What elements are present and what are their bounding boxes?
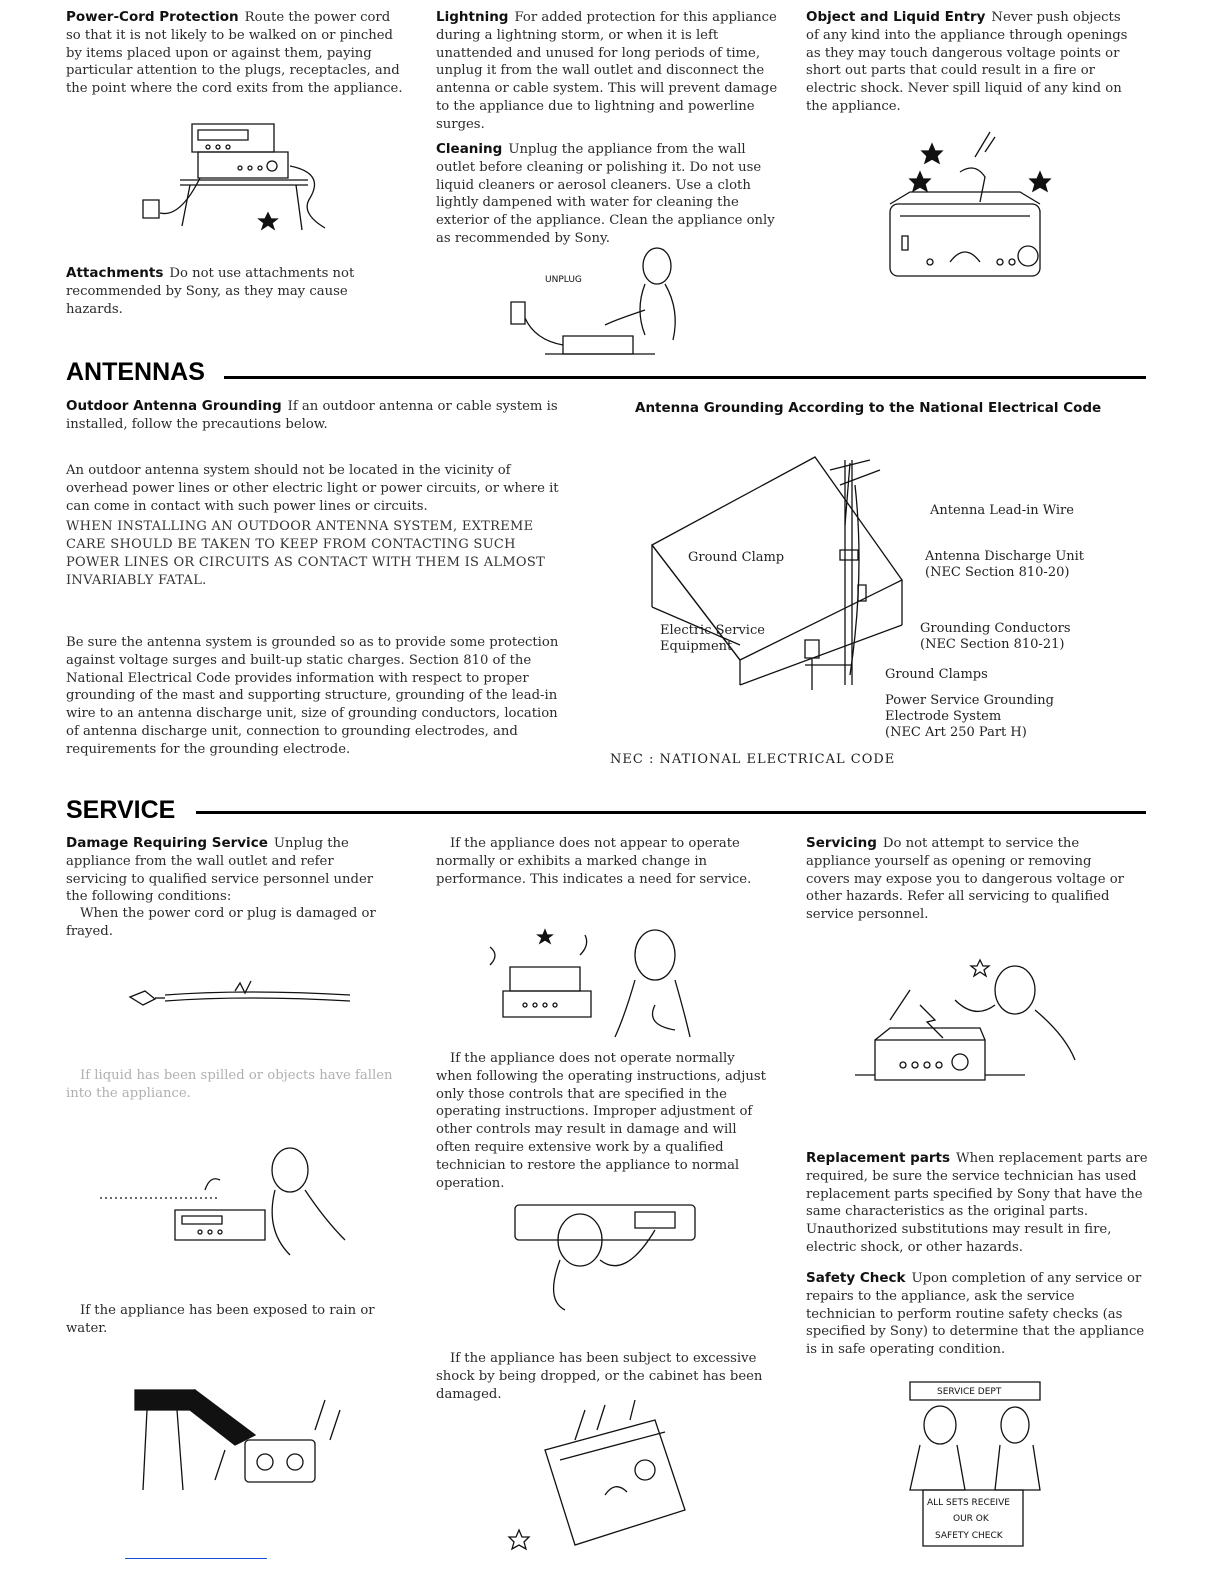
- safety-check-term: Safety Check: [806, 1270, 906, 1286]
- damage-paragraph: [66, 835, 386, 906]
- service-dept-illustration: [905, 1380, 1045, 1550]
- service-heading: SERVICE: [66, 796, 176, 824]
- lightning-text: For added protection for this appliance during a lightning storm, or when it is left unattended and unused for long periods of time, unplug it from the wall outlet and disconnect the antenna or cable system. This will prevent damage to the appliance due to lightning and powerline surges.: [436, 10, 778, 132]
- condition-cord: When the power cord or plug is damaged or frayed.: [66, 906, 376, 939]
- label-lead-in-wire: Antenna Lead-in Wire: [930, 503, 1074, 518]
- lightning-paragraph: [436, 9, 780, 134]
- cleaning-term: Cleaning: [436, 141, 503, 157]
- not-operating-illustration: [485, 925, 715, 1040]
- sign-all-sets: ALL SETS RECEIVE: [927, 1498, 1010, 1508]
- label-equipment: Equipment: [660, 639, 733, 654]
- label-discharge-section: (NEC Section 810-20): [925, 565, 1070, 580]
- cleaning-text: Unplug the appliance from the wall outlet before cleaning or polishing it. Do not use liquid cleaners or aerosol cleaners. Use a cloth lightly dampened with water for cleaning the exterior of the appliance. Clean the appliance only as recommended by Sony.: [436, 142, 775, 246]
- antenna-grounding-text: If an outdoor antenna or cable system is installed, follow the precautions below.: [66, 399, 558, 432]
- safety-check-text: Upon completion of any service or repairs to the appliance, ask the service technician to perform routine safety checks (as specified by Sony) to determine that the appliance is in safe operating condition.: [806, 1271, 1145, 1358]
- servicing-hazard-illustration: [855, 950, 1095, 1095]
- unplug-label: UNPLUG: [545, 275, 582, 285]
- footer-link-rule: [125, 1558, 267, 1559]
- sign-safety-check: SAFETY CHECK: [935, 1531, 1003, 1541]
- cleaning-paragraph: [436, 141, 780, 248]
- antenna-paragraph-1: An outdoor antenna system should not be located in the vicinity of overhead power lines or other electric light or power circuits, or where it can come in contact with such power lines or circuits.: [66, 463, 559, 514]
- antenna-grounding-paragraph: [66, 398, 566, 434]
- power-cord-term: Power-Cord Protection: [66, 9, 239, 25]
- label-conductors-section: (NEC Section 810-21): [920, 637, 1065, 652]
- service-rule: [196, 811, 1146, 814]
- label-discharge-unit: Antenna Discharge Unit: [925, 549, 1085, 564]
- damage-text: Unplug the appliance from the wall outlet and refer servicing to qualified service personnel under the following conditions:: [66, 836, 374, 905]
- rain-illustration: [135, 1390, 355, 1500]
- power-cord-text: Route the power cord so that it is not likely to be walked on or pinched by items placed upon or against them, paying particular attention to the plugs, receptacles, and the point where the cord exits from the appliance.: [66, 10, 403, 97]
- antenna-grounding-term: Outdoor Antenna Grounding: [66, 398, 282, 414]
- label-electric-service: Electric Service: [660, 623, 765, 638]
- antenna-grounding-diagram: [640, 455, 940, 695]
- object-entry-illustration: [880, 132, 1060, 282]
- sign-service-dept: SERVICE DEPT: [937, 1387, 1002, 1397]
- lightning-term: Lightning: [436, 9, 509, 25]
- condition-operate: If the appliance does not appear to operate normally or exhibits a marked change in performance. This indicates a need for service.: [436, 836, 752, 887]
- servicing-term: Servicing: [806, 835, 877, 851]
- label-ground-clamp: Ground Clamp: [688, 550, 785, 565]
- condition-shock: If the appliance has been subject to excessive shock by being dropped, or the cabinet has been damaged.: [436, 1351, 763, 1402]
- liquid-spill-illustration: [100, 1140, 360, 1260]
- replacement-text: When replacement parts are required, be sure the service technician has used replacement parts specified by Sony that have the same characteristics as the original parts. Unauthorized substitutions may result in fire, electric shock, or other hazards.: [806, 1151, 1148, 1255]
- label-power-service: Power Service Grounding: [885, 693, 1054, 708]
- power-cord-paragraph: [66, 9, 408, 98]
- nec-footnote: NEC : NATIONAL ELECTRICAL CODE: [610, 752, 896, 767]
- adjust-controls-illustration: [505, 1200, 705, 1312]
- replacement-term: Replacement parts: [806, 1150, 951, 1166]
- condition-liquid: If liquid has been spilled or objects have fallen into the appliance.: [66, 1068, 393, 1101]
- attachments-term: Attachments: [66, 265, 164, 281]
- object-liquid-paragraph: [806, 9, 1136, 116]
- attachments-text: Do not use attachments not recommended by Sony, as they may cause hazards.: [66, 266, 355, 317]
- object-liquid-term: Object and Liquid Entry: [806, 9, 986, 25]
- antennas-rule: [224, 376, 1146, 379]
- label-ground-clamps: Ground Clamps: [885, 667, 988, 682]
- label-electrode-system: Electrode System: [885, 709, 1002, 724]
- antenna-paragraph-2: Be sure the antenna system is grounded so as to provide some protection against voltage surges and built-up static charges. Section 810 of the National Electrical Code provides information with respect to proper grounding of the mast and supporting structure, grounding of the lead-in wire to an antenna discharge unit, size of grounding conductors, location of antenna discharge unit, connection to grounding electrodes, and requirements for the grounding electrode.: [66, 635, 559, 757]
- safety-check-paragraph: [806, 1270, 1148, 1359]
- damage-term: Damage Requiring Service: [66, 835, 268, 851]
- sign-our-ok: OUR OK: [953, 1514, 989, 1524]
- dropped-appliance-illustration: [505, 1400, 695, 1560]
- servicing-text: Do not attempt to service the appliance yourself as opening or removing covers may expose you to dangerous voltage or other hazards. Refer all servicing to qualified service personnel.: [806, 836, 1124, 923]
- label-grounding-conductors: Grounding Conductors: [920, 621, 1071, 636]
- power-cord-illustration: [140, 118, 340, 238]
- attachments-paragraph: [66, 265, 408, 318]
- unplug-illustration: [505, 240, 705, 360]
- antennas-heading: ANTENNAS: [66, 358, 205, 386]
- antenna-diagram-title: Antenna Grounding According to the National Electrical Code: [635, 400, 1102, 416]
- frayed-cord-illustration: [125, 975, 355, 1015]
- condition-rain: If the appliance has been exposed to rain or water.: [66, 1303, 375, 1336]
- label-electrode-article: (NEC Art 250 Part H): [885, 725, 1027, 740]
- condition-instructions: If the appliance does not operate normally when following the operating instructions, adjust only those controls that are specified in the operating instructions. Improper adjustment of other controls may result in damage and will often require extensive work by a qualified technician to restore the appliance to normal operation.: [436, 1051, 766, 1191]
- servicing-paragraph: [806, 835, 1136, 924]
- replacement-paragraph: [806, 1150, 1148, 1257]
- antenna-warning-caps: WHEN INSTALLING AN OUTDOOR ANTENNA SYSTEM, EXTREME CARE SHOULD BE TAKEN TO KEEP FROM CONTACTING SUCH POWER LINES OR CIRCUITS AS CONTACT WITH THEM IS ALMOST INVARIABLY FATAL.: [66, 519, 546, 588]
- object-liquid-text: Never push objects of any kind into the appliance through openings as they may touch dangerous voltage points or short out parts that could result in a fire or electric shock. Never spill liquid of any kind on the appliance.: [806, 10, 1128, 114]
